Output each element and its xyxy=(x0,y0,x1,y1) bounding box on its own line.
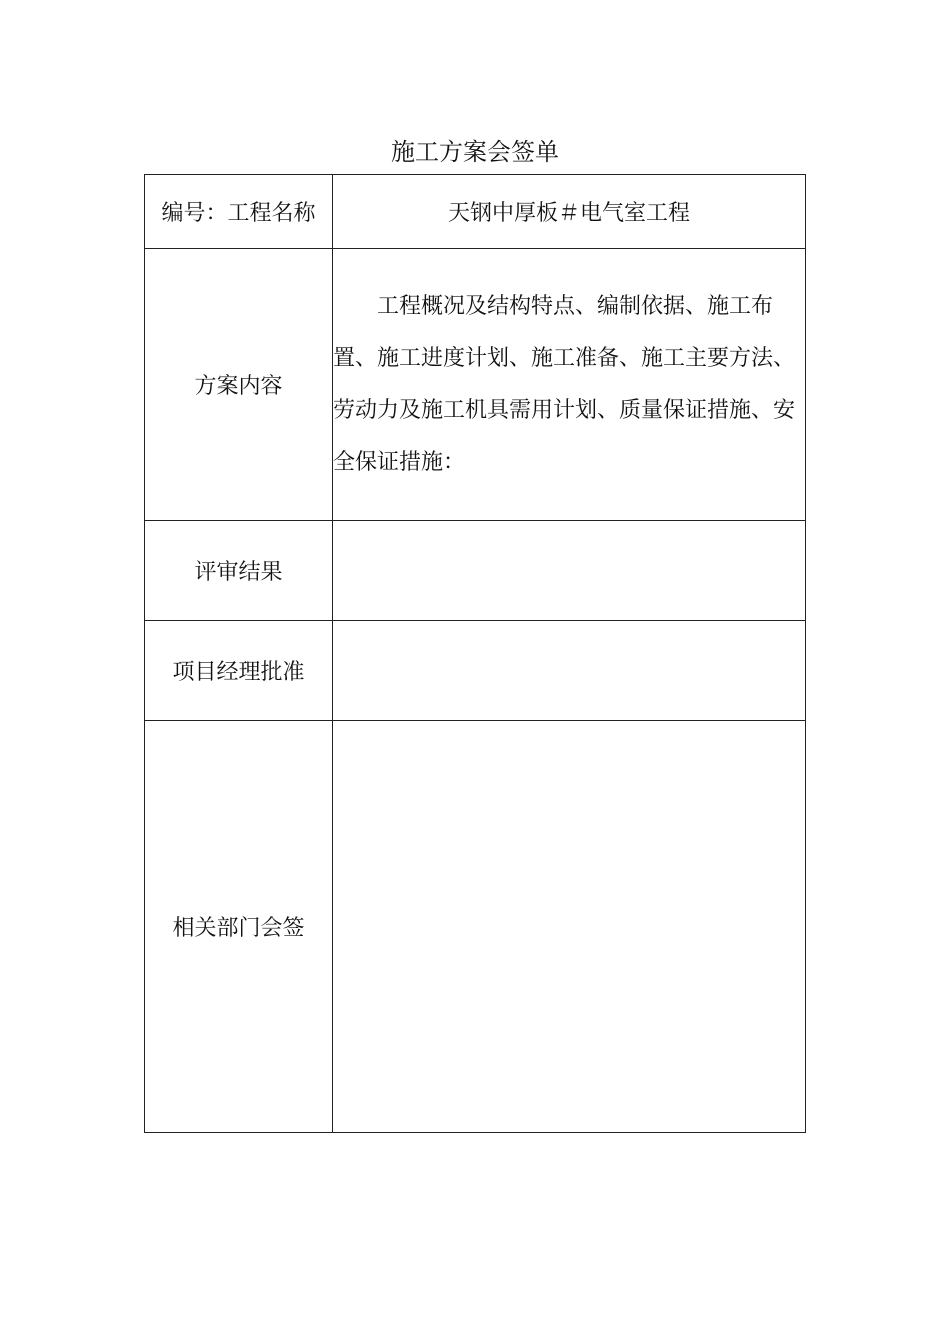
dept-signoff-field[interactable] xyxy=(333,721,806,1133)
document-title: 施工方案会签单 xyxy=(391,138,559,166)
plan-content-row xyxy=(145,249,806,521)
review-result-label: 评审结果 xyxy=(145,521,333,621)
pm-approval-field[interactable] xyxy=(333,621,806,721)
dept-signoff-row xyxy=(145,721,806,1133)
plan-content-text: 工程概况及结构特点、编制依据、施工布置、施工进度计划、施工准备、施工主要方法、劳动力及施工机具需用计划、质量保证措施、安全保证措施： xyxy=(333,293,796,475)
pm-approval-row xyxy=(145,621,806,721)
plan-content-label: 方案内容 xyxy=(145,249,333,521)
project-name-label: 编号：工程名称 xyxy=(145,175,333,249)
pm-approval-label: 项目经理批准 xyxy=(145,621,333,721)
project-name-row xyxy=(145,175,806,249)
signoff-form-table xyxy=(144,174,806,1133)
review-result-row xyxy=(145,521,806,621)
review-result-field[interactable] xyxy=(333,521,806,621)
project-name-value: 天钢中厚板＃电气室工程 xyxy=(333,175,806,249)
dept-signoff-label: 相关部门会签 xyxy=(145,721,333,1133)
plan-content-cell xyxy=(333,249,806,521)
